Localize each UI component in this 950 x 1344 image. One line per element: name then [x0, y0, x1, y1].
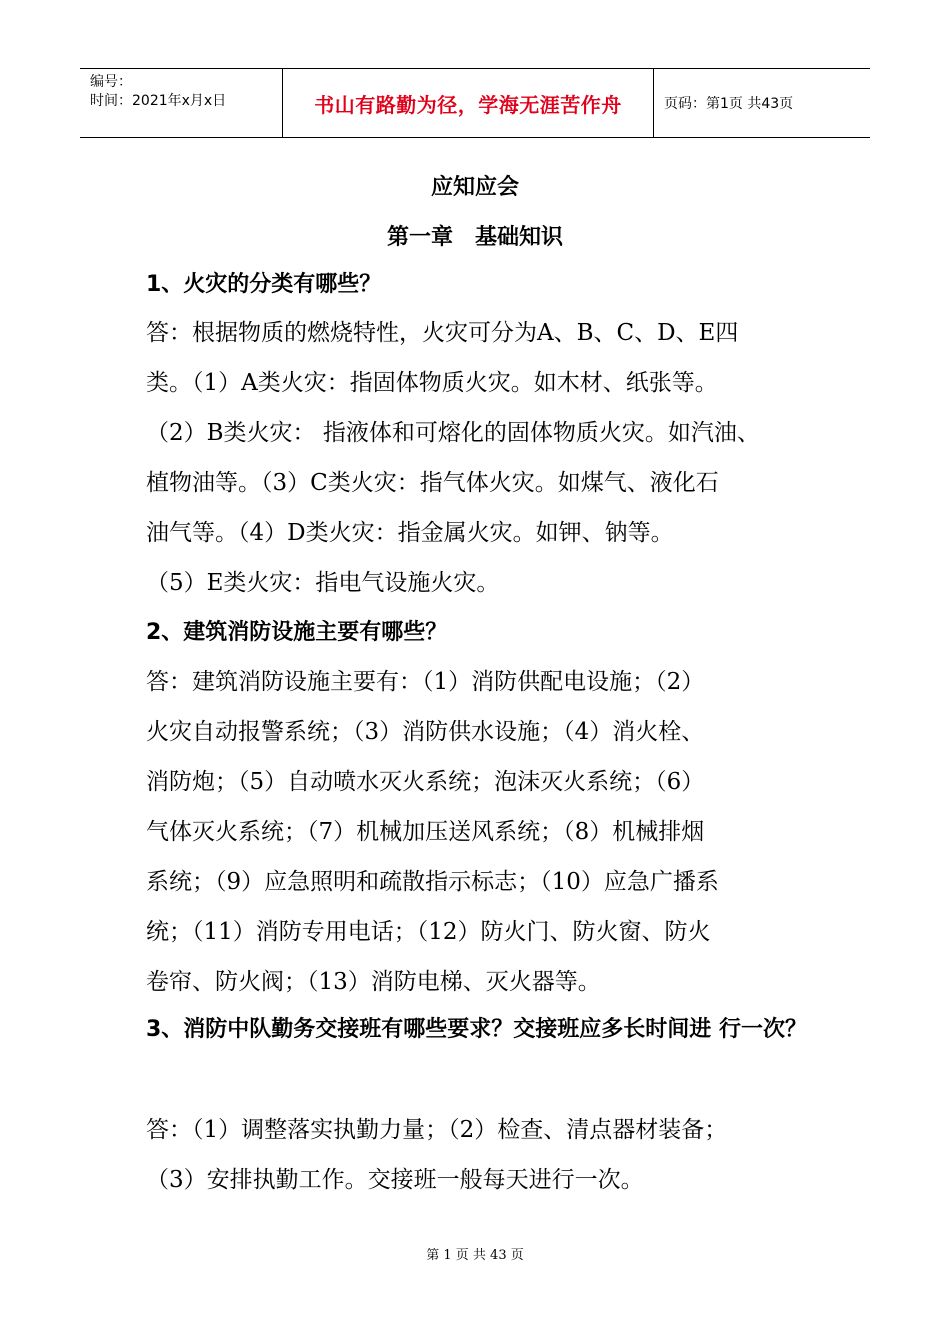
answer-line: 统；（11）消防专用电话；（12）防火门、防火窗、防火	[146, 919, 711, 945]
answer-line: 答：根据物质的燃烧特性，火灾可分为A、B、C、D、E四	[146, 320, 739, 346]
answer-line: （2）B类火灾： 指液体和可熔化的固体物质火灾。如汽油、	[146, 420, 760, 446]
question-heading	[146, 260, 826, 310]
document-date-label: 时间：2021年x月x日	[90, 93, 227, 109]
document-number-label: 编号：	[90, 74, 132, 90]
header-page-info: 页码：第1页 共43页	[664, 96, 794, 112]
header-meta	[80, 69, 282, 137]
answer-line: 类。（1）A类火灾：指固体物质火灾。如木材、纸张等。	[146, 370, 718, 396]
answer-line: 植物油等。（3）C类火灾：指气体火灾。如煤气、液化石	[146, 470, 719, 496]
chapter-title: 第一章 基础知识	[386, 225, 563, 250]
answer-line: 答：建筑消防设施主要有：（1）消防供配电设施；（2）	[146, 669, 705, 695]
document-title: 应知应会	[430, 175, 519, 200]
answer-line: 油气等。（4）D类火灾：指金属火灾。如钾、钠等。	[146, 520, 674, 546]
answer-paragraph	[146, 308, 830, 608]
question-line: 1、火灾的分类有哪些？	[146, 272, 382, 297]
page-footer: 第 1 页 共 43 页	[426, 1248, 524, 1263]
answer-paragraph	[146, 657, 830, 1007]
answer-paragraph	[146, 1105, 830, 1205]
page-header	[80, 68, 870, 138]
answer-line: 消防炮；（5）自动喷水灭火系统；泡沫灭火系统；（6）	[146, 769, 705, 795]
answer-line: 系统；（9）应急照明和疏散指示标志；（10）应急广播系	[146, 869, 719, 895]
header-motto-cell	[282, 69, 654, 137]
answer-line: （5）E类火灾：指电气设施火灾。	[146, 570, 500, 596]
answer-line: 卷帘、防火阀；（13）消防电梯、灭火器等。	[146, 969, 601, 995]
question-line: 2、建筑消防设施主要有哪些？	[146, 620, 448, 645]
question-line: 3、消防中队勤务交接班有哪些要求？交接班应多长时间进	[146, 1017, 712, 1042]
question-heading	[146, 608, 826, 658]
header-motto: 书山有路勤为径，学海无涯苦作舟	[314, 92, 622, 117]
answer-line: 气体灭火系统；（7）机械加压送风系统；（8）机械排烟	[146, 819, 705, 845]
answer-line: （3）安排执勤工作。交接班一般每天进行一次。	[146, 1167, 644, 1193]
question-heading	[146, 1005, 826, 1055]
answer-line: 火灾自动报警系统；（3）消防供水设施；（4）消火栓、	[146, 719, 705, 745]
answer-line: 答：（1）调整落实执勤力量；（2）检查、清点器材装备；	[146, 1117, 728, 1143]
question-line: 行一次？	[718, 1017, 807, 1042]
